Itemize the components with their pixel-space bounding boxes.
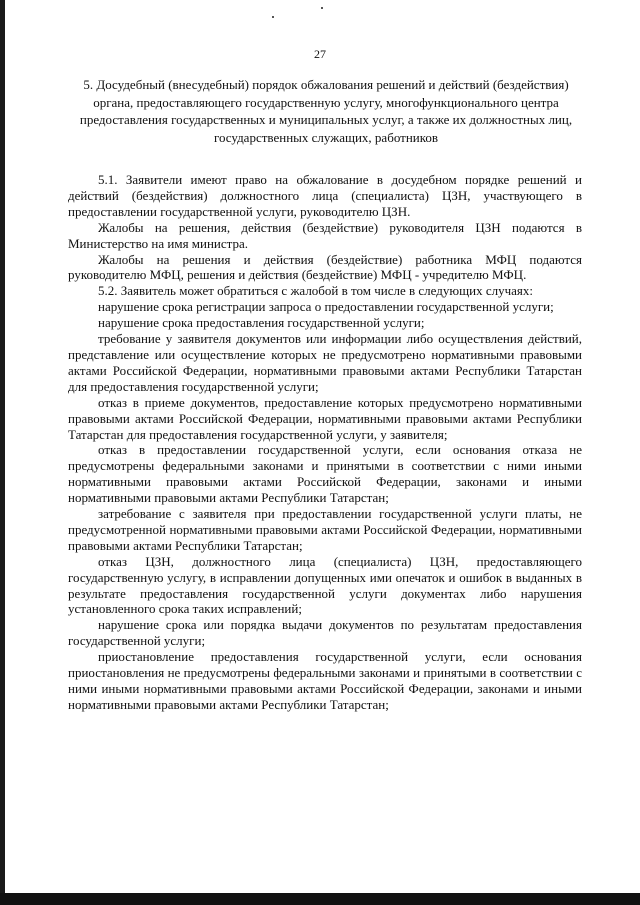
page-number: 27 (314, 47, 326, 61)
scan-speck (272, 16, 274, 18)
list-item: нарушение срока или порядка выдачи документов по результатам предоставления государственной услуги; (68, 617, 582, 649)
paragraph: Жалобы на решения, действия (бездействие) руководителя ЦЗН подаются в Министерство на имя министра. (68, 219, 582, 251)
scan-edge-bottom (0, 893, 640, 905)
scan-edge-left (0, 0, 5, 895)
list-item: отказ в приеме документов, предоставление которых предусмотрено нормативными правовыми актами Российской Федерации, нормативными правовыми актами Республики Татарстан для предоставления государственной услуги, у заявителя; (68, 394, 582, 442)
list-item: приостановление предоставления государственной услуги, если основания приостановления не предусмотрены федеральными законами и принятыми в соответствии с ними иными нормативными правовыми актами Российской Федерации, законами и иными нормативными правовыми актами Республики Татарстан; (68, 649, 582, 712)
scan-speck (321, 7, 323, 9)
paragraph: 5.1. Заявители имеют право на обжалование в досудебном порядке решений и действий (бездействия) должностного лица (специалиста) ЦЗН, участвующего в предоставлении государственной услуги, руководителю ЦЗН. (68, 172, 582, 219)
list-item: отказ ЦЗН, должностного лица (специалиста) ЦЗН, предоставляющего государственную услугу, в исправлении допущенных ими опечаток и ошибок в выданных в результате предоставления государственной услуги документах либо нарушения установленного срока таких исправлений; (68, 553, 582, 617)
paragraph: 5.2. Заявитель может обратиться с жалобой в том числе в следующих случаях: (98, 283, 533, 299)
list-item: затребование с заявителя при предоставлении государственной услуги платы, не предусмотренной нормативными правовыми актами Российской Федерации, нормативными правовыми актами Республики Татарстан; (68, 506, 582, 553)
section-title: 5. Досудебный (внесудебный) порядок обжалования решений и действий (бездействия) органа, предоставляющего государственную услугу, многофункционального центра предоставления государственных и муниципальных услуг, а также их должностных лиц, государственных служащих, работников (79, 77, 573, 145)
list-item: отказ в предоставлении государственной услуги, если основания отказа не предусмотрены федеральными законами и принятыми в соответствии с ними иными нормативными правовыми актами Российской Федерации, законами и иными нормативными правовыми актами Республики Татарстан; (68, 442, 582, 506)
list-item: нарушение срока предоставления государственной услуги; (98, 315, 425, 331)
list-item: нарушение срока регистрации запроса о предоставлении государственной услуги; (98, 299, 554, 315)
paragraph: Жалобы на решения и действия (бездействие) работника МФЦ подаются руководителю МФЦ, решения и действия (бездействие) МФЦ - учредителю МФЦ. (68, 251, 582, 283)
list-item: требование у заявителя документов или информации либо осуществления действий, представление или осуществление которых не предусмотрено нормативными правовыми актами Российской Федерации, нормативными правовыми актами Республики Татарстан для предоставления государственной услуги; (68, 331, 582, 394)
document-body (68, 172, 582, 713)
